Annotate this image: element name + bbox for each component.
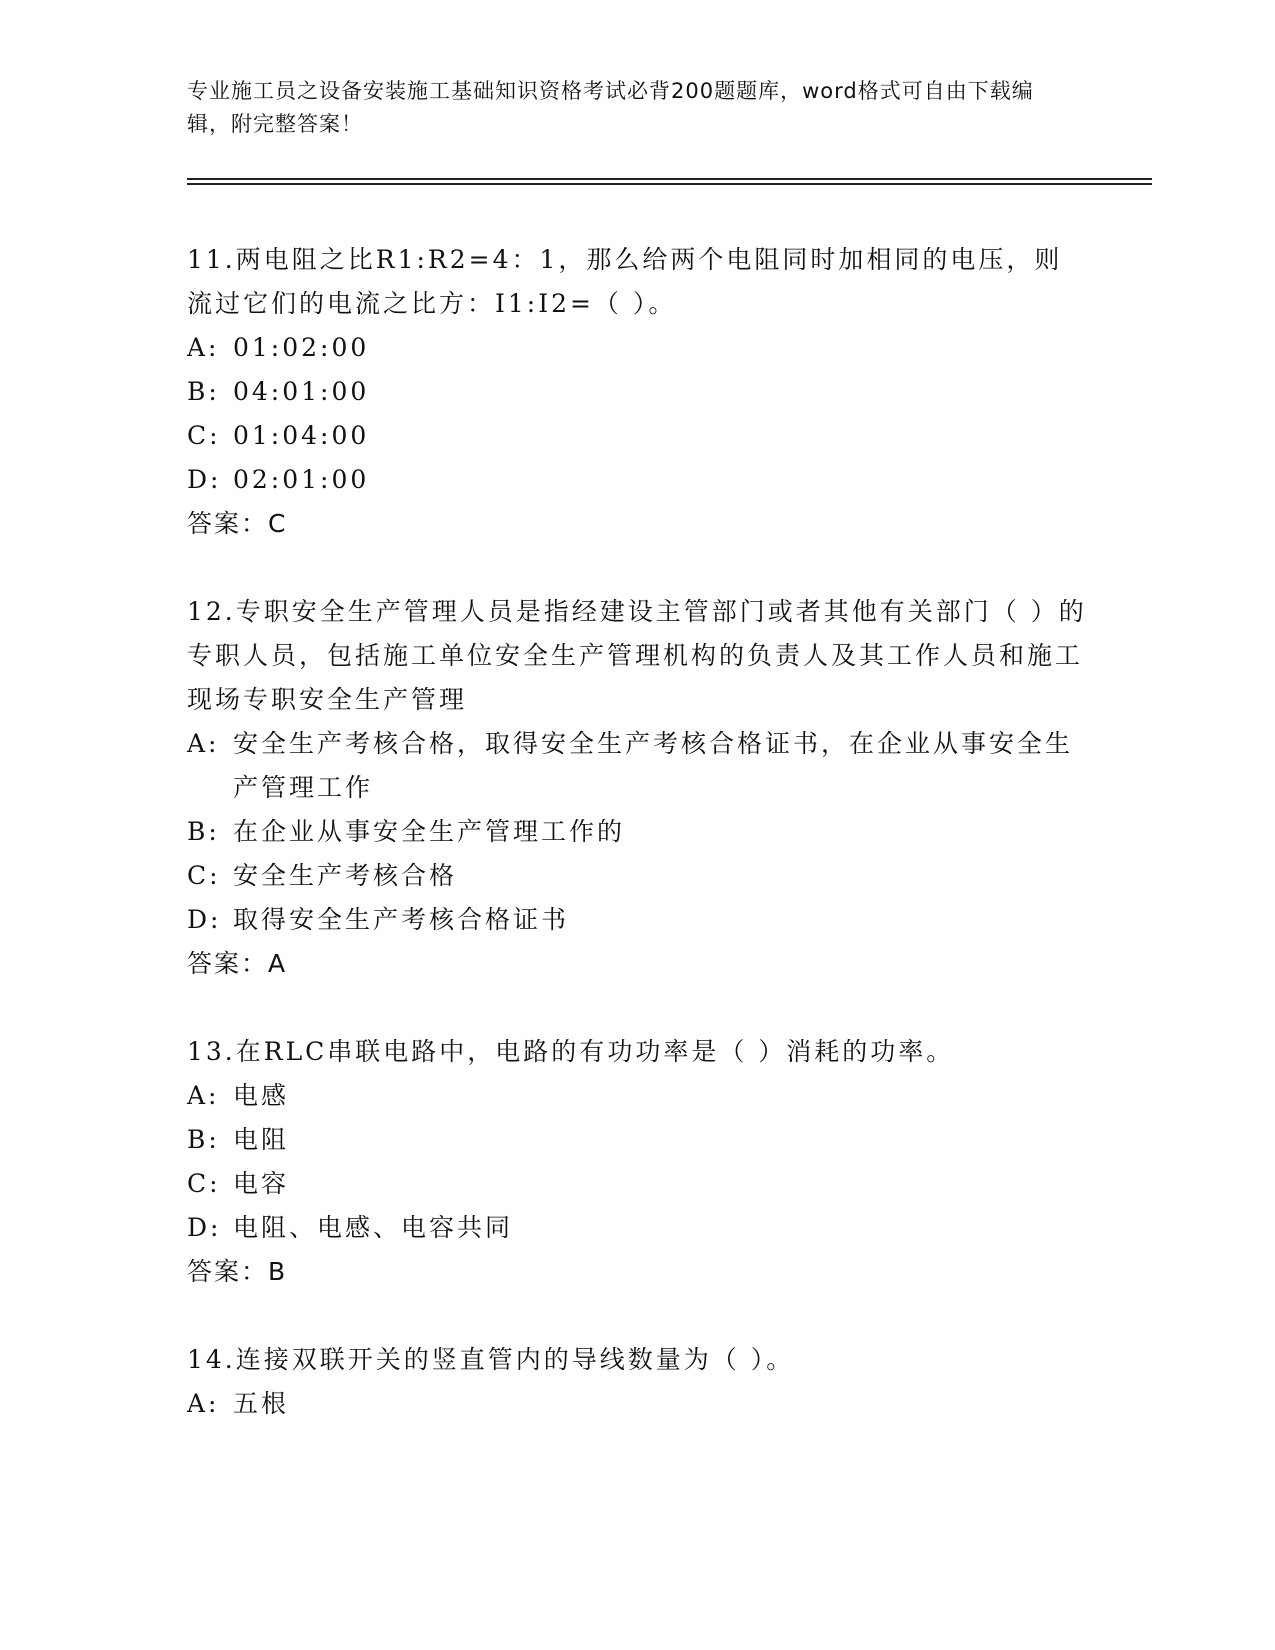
question-text: 11.两电阻之比R1:R2=4：1，那么给两个电阻同时加相同的电压，则流过它们的电流之比方：I1:I2=（ ）。 [187,245,1063,318]
option-text: 电容 [233,1169,290,1198]
option-letter: A: [187,729,220,758]
option-d [187,458,1087,502]
option-letter: A: [187,1389,220,1418]
header-title: 专业施工员之设备安装施工基础知识资格考试必背200题题库，word格式可自由下载编辑，附完整答案！ [187,79,1034,136]
option-text: 安全生产考核合格 [233,861,458,890]
option-letter: C: [187,861,221,890]
option-text: 电阻 [233,1125,290,1154]
document-header [187,75,1067,141]
option-text: 04:01:00 [233,377,370,406]
option-text: 五根 [233,1389,290,1418]
answer-line: 答案：C [187,509,288,538]
option-b [187,1118,1087,1162]
option-letter: C: [187,421,221,450]
question-12 [187,590,1087,986]
option-letter: D: [187,1213,222,1242]
option-text: 02:01:00 [233,465,370,494]
option-text: 安全生产考核合格，取得安全生产考核合格证书，在企业从事安全生产管理工作 [233,729,1074,802]
option-letter: A: [187,1081,220,1110]
option-b [187,810,1087,854]
option-text: 取得安全生产考核合格证书 [233,905,570,934]
option-letter: C: [187,1169,221,1198]
question-text: 12.专职安全生产管理人员是指经建设主管部门或者其他有关部门（ ）的专职人员，包括施工单位安全生产管理机构的负责人及其工作人员和施工现场专职安全生产管理 [187,597,1087,714]
option-a [187,1382,1087,1426]
option-d [187,1206,1087,1250]
option-letter: B: [187,817,220,846]
option-text: 电感 [233,1081,290,1110]
question-11 [187,238,1087,546]
option-c [187,854,1087,898]
option-letter: B: [187,1125,220,1154]
option-text: 01:02:00 [233,333,370,362]
option-letter: D: [187,465,222,494]
option-letter: D: [187,905,222,934]
header-divider-top [187,178,1152,180]
header-divider-bottom [187,183,1152,185]
question-14 [187,1338,1087,1426]
option-b [187,370,1087,414]
option-text: 在企业从事安全生产管理工作的 [233,817,626,846]
question-13 [187,1030,1087,1294]
option-letter: A: [187,333,220,362]
answer-line: 答案：A [187,949,288,978]
option-text: 电阻、电感、电容共同 [233,1213,514,1242]
option-a [187,1074,1087,1118]
question-list [187,238,1087,1470]
question-text: 13.在RLC串联电路中，电路的有功功率是（ ）消耗的功率。 [187,1037,955,1066]
answer-line: 答案：B [187,1257,288,1286]
option-a [187,326,1087,370]
option-text: 01:04:00 [233,421,370,450]
option-a [187,722,1087,810]
option-c [187,1162,1087,1206]
question-text: 14.连接双联开关的竖直管内的导线数量为（ ）。 [187,1345,795,1374]
option-letter: B: [187,377,220,406]
option-c [187,414,1087,458]
option-d [187,898,1087,942]
